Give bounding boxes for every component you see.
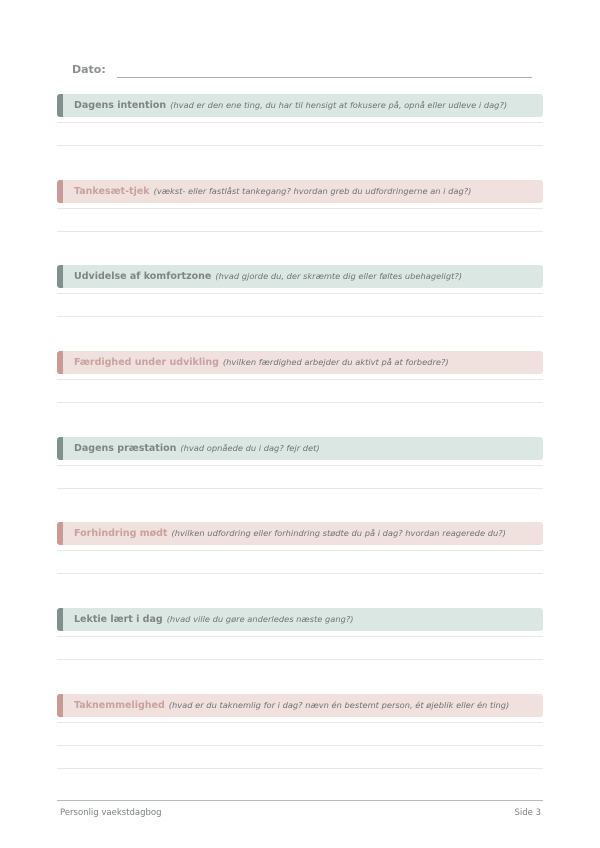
section-title: Udvidelse af komfortzone xyxy=(74,271,212,282)
section-title: Tankesæt-tjek xyxy=(74,186,150,197)
section-title: Dagens intention xyxy=(74,100,167,111)
section-header-skill xyxy=(57,351,543,374)
writing-line[interactable] xyxy=(57,722,543,723)
section-title: Færdighed under udvikling xyxy=(74,357,219,368)
section-title: Taknemmelighed xyxy=(74,700,165,711)
section-accent-bar xyxy=(57,608,63,631)
writing-line[interactable] xyxy=(57,550,543,551)
writing-line[interactable] xyxy=(57,293,543,294)
writing-line[interactable] xyxy=(57,573,543,574)
writing-line[interactable] xyxy=(57,208,543,209)
writing-line[interactable] xyxy=(57,145,543,146)
section-title: Forhindring mødt xyxy=(74,528,168,539)
section-header-intention xyxy=(57,94,543,117)
footer-journal-title: Personlig vaekstdagbog xyxy=(60,808,162,818)
section-accent-bar xyxy=(57,180,63,203)
section-hint: (hvilken udfordring eller forhindring stødte du på i dag? hvordan reagerede du?) xyxy=(171,528,506,538)
writing-line[interactable] xyxy=(57,659,543,660)
section-accent-bar xyxy=(57,522,63,545)
writing-line[interactable] xyxy=(57,231,543,232)
section-header-obstacle xyxy=(57,522,543,545)
writing-line[interactable] xyxy=(57,316,543,317)
section-title: Dagens præstation xyxy=(74,443,177,454)
section-header-comfort-zone xyxy=(57,265,543,288)
section-header-gratitude xyxy=(57,694,543,717)
footer-divider xyxy=(57,800,543,801)
section-header-lesson xyxy=(57,608,543,631)
writing-line[interactable] xyxy=(57,745,543,746)
section-hint: (vækst- eller fastlåst tankegang? hvordan greb du udfordringerne an i dag?) xyxy=(153,186,472,196)
section-accent-bar xyxy=(57,437,63,460)
writing-line[interactable] xyxy=(57,379,543,380)
section-hint: (hvad ville du gøre anderledes næste gang?) xyxy=(166,614,354,624)
section-accent-bar xyxy=(57,351,63,374)
section-hint: (hvad gjorde du, der skræmte dig eller føltes ubehageligt?) xyxy=(215,271,462,281)
writing-line[interactable] xyxy=(57,122,543,123)
date-input-line[interactable] xyxy=(117,77,532,78)
date-label: Dato: xyxy=(72,63,106,76)
section-accent-bar xyxy=(57,94,63,117)
section-accent-bar xyxy=(57,265,63,288)
section-hint: (hvad er du taknemlig for i dag? nævn én bestemt person, ét øjeblik eller én ting) xyxy=(168,700,510,710)
section-header-achievement xyxy=(57,437,543,460)
section-hint: (hvilken færdighed arbejder du aktivt på at forbedre?) xyxy=(222,357,449,367)
writing-line[interactable] xyxy=(57,465,543,466)
section-hint: (hvad er den ene ting, du har til hensigt at fokusere på, opnå eller udleve i dag?) xyxy=(170,100,508,110)
writing-line[interactable] xyxy=(57,402,543,403)
writing-line[interactable] xyxy=(57,636,543,637)
section-accent-bar xyxy=(57,694,63,717)
date-row xyxy=(72,63,532,79)
section-title: Lektie lært i dag xyxy=(74,614,163,625)
page-number: Side 3 xyxy=(514,808,541,818)
section-hint: (hvad opnåede du i dag? fejr det) xyxy=(180,443,320,453)
writing-line[interactable] xyxy=(57,488,543,489)
writing-line[interactable] xyxy=(57,768,543,769)
section-header-mindset xyxy=(57,180,543,203)
